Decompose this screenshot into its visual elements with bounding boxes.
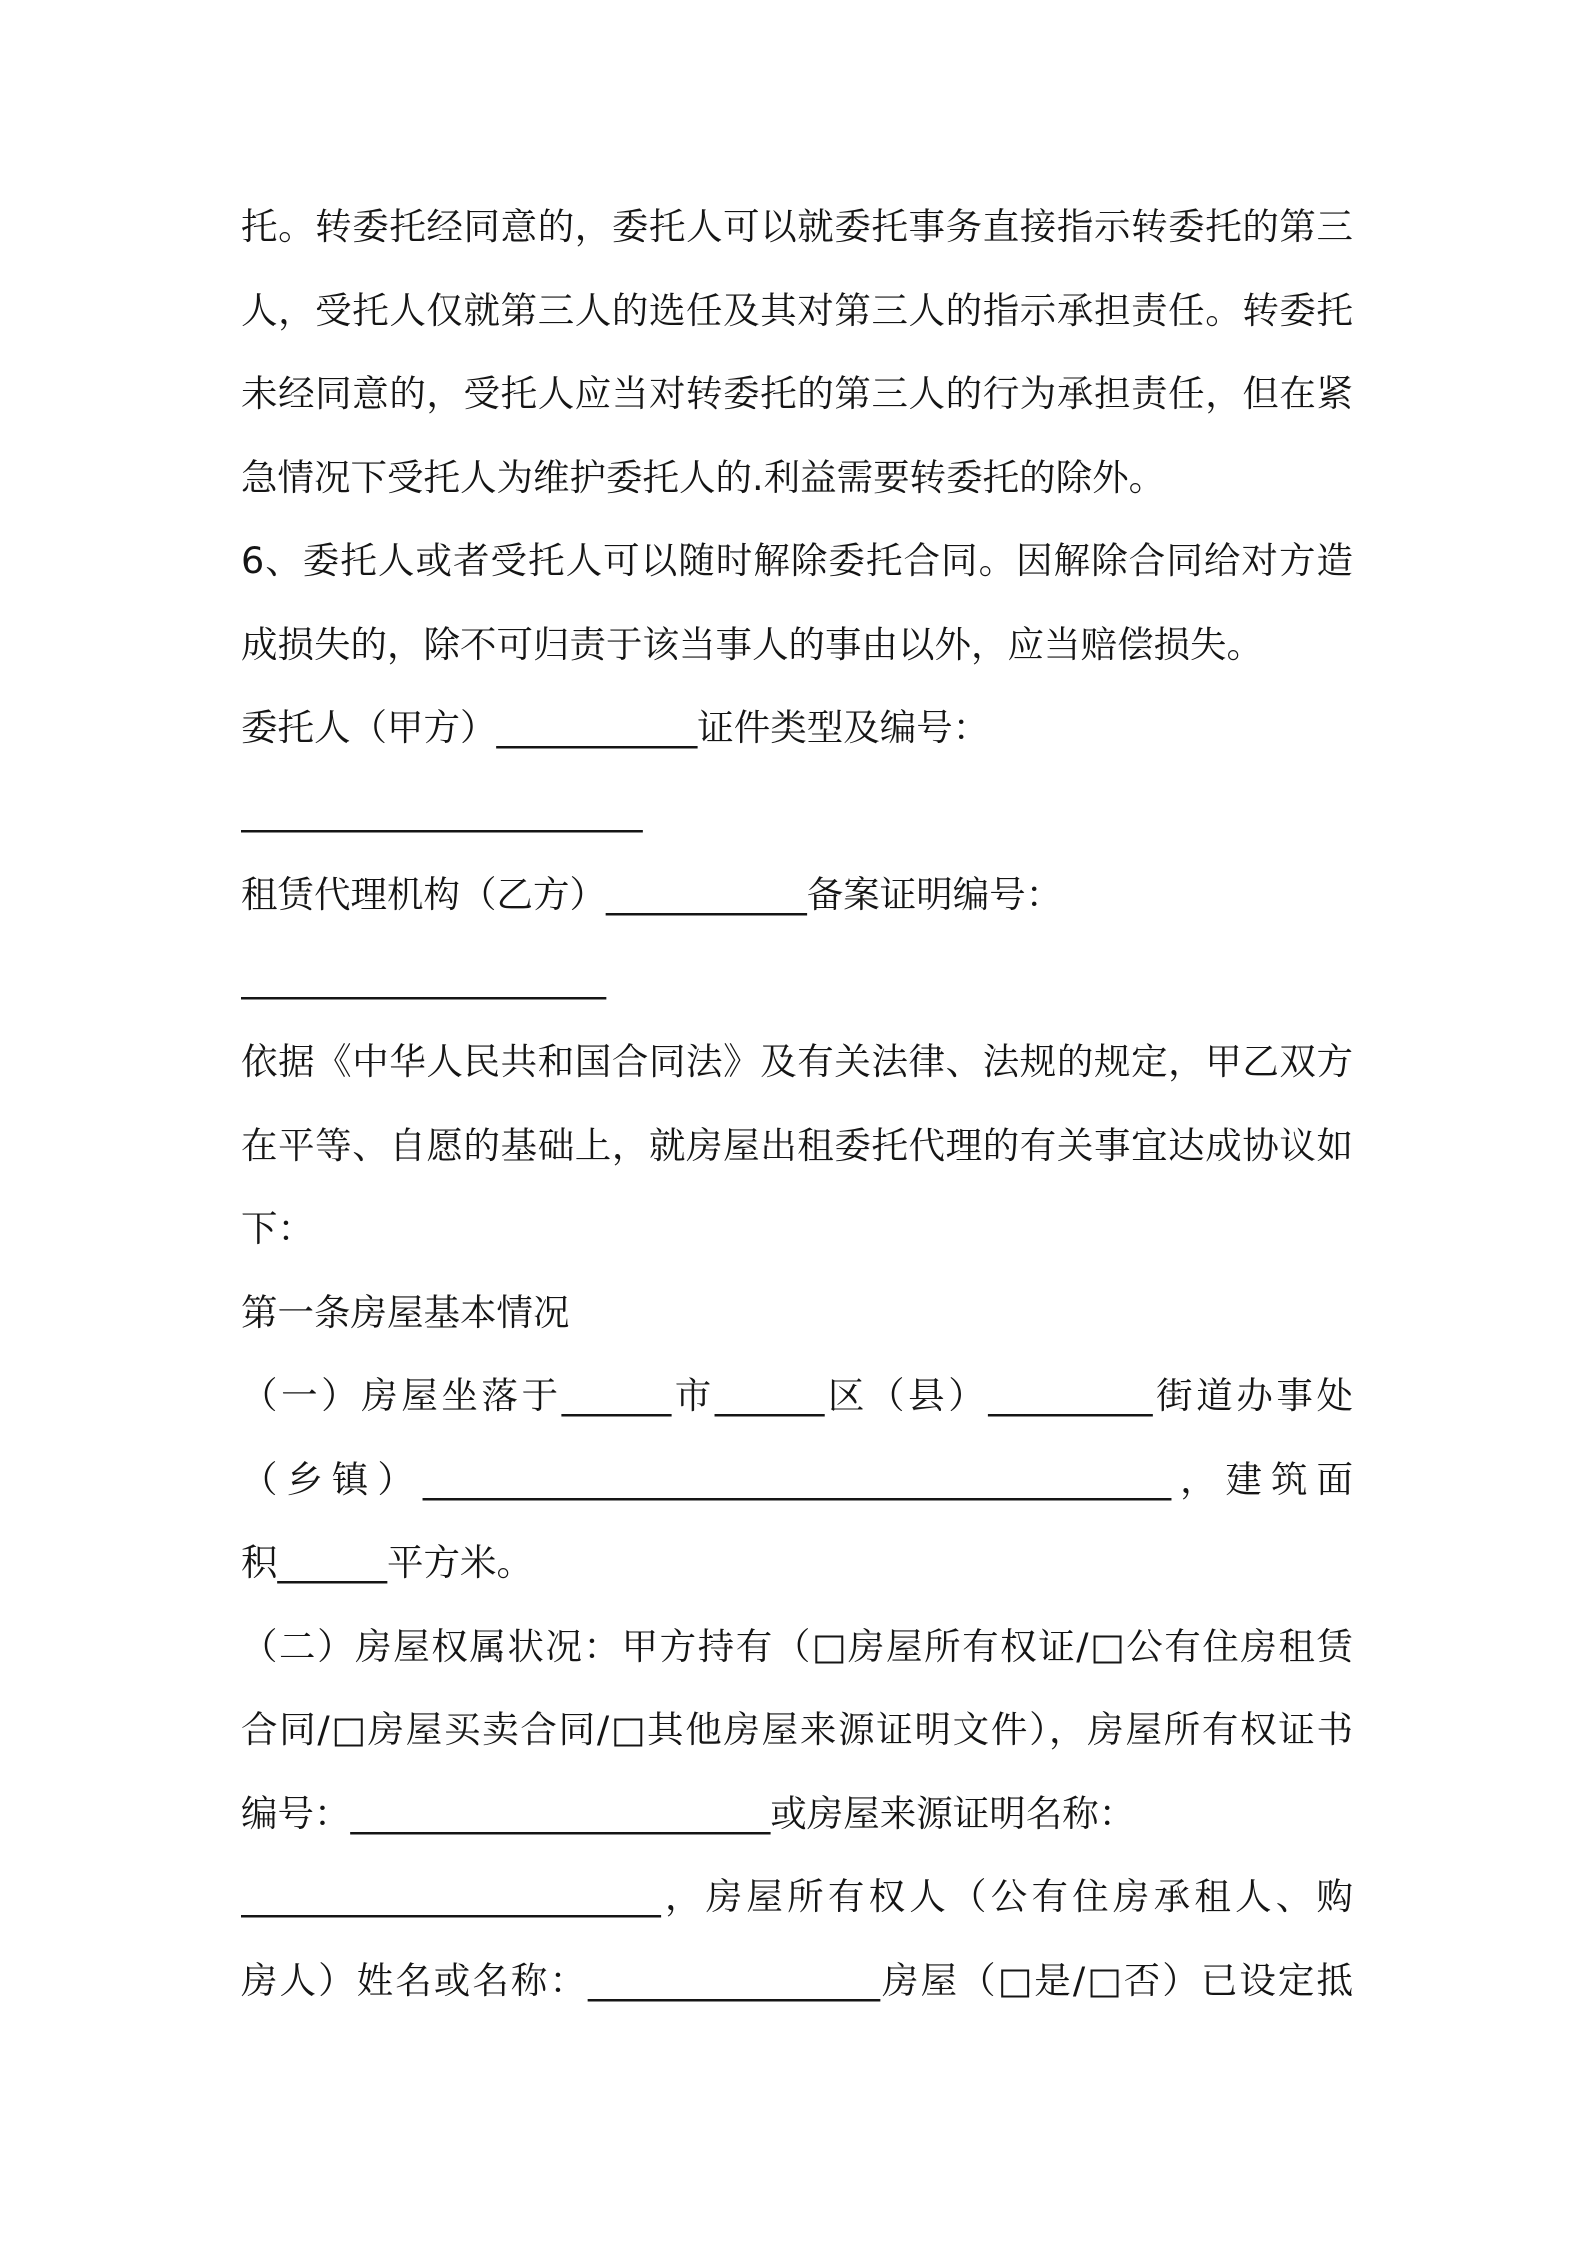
article-heading: 第一条房屋基本情况 bbox=[241, 1290, 570, 1334]
party-b-line: 租赁代理机构（乙方）___________备案证明编号： bbox=[241, 873, 1063, 916]
text-line: _______________________，房屋所有权人（公有住房承租人、购 bbox=[241, 1875, 1353, 1918]
text-line: 下： bbox=[241, 1207, 314, 1250]
party-a-line: 委托人（甲方）___________证件类型及编号： bbox=[241, 706, 990, 749]
party-b-id-blank: ____________________ bbox=[241, 956, 606, 1000]
text-line: 房人）姓名或名称：________________房屋（□是/□否）已设定抵 bbox=[241, 1958, 1353, 2002]
text-line: 在平等、自愿的基础上，就房屋出租委托代理的有关事宜达成协议如 bbox=[241, 1123, 1353, 1167]
text-line: 人，受托人仅就第三人的选任及其对第三人的指示承担责任。转委托 bbox=[241, 288, 1353, 332]
text-line: 积______平方米。 bbox=[241, 1541, 533, 1584]
clause-6 bbox=[241, 519, 1353, 686]
article-1-item-1 bbox=[241, 1354, 1353, 1605]
party-b-section bbox=[241, 853, 1353, 1020]
text-line: 未经同意的，受托人应当对转委托的第三人的行为承担责任，但在紧 bbox=[241, 372, 1353, 415]
text-line: 6、委托人或者受托人可以随时解除委托合同。因解除合同给对方造 bbox=[241, 539, 1353, 582]
text-line: （二）房屋权属状况：甲方持有（□房屋所有权证/□公有住房租赁 bbox=[241, 1624, 1353, 1668]
text-line: 成损失的，除不可归责于该当事人的事由以外，应当赔偿损失。 bbox=[241, 622, 1263, 666]
text-line: 依据《中华人民共和国合同法》及有关法律、法规的规定，甲乙双方 bbox=[241, 1040, 1353, 1083]
article-1 bbox=[241, 1271, 1353, 2023]
text-line: 急情况下受托人为维护委托人的.利益需要转委托的除外。 bbox=[241, 455, 1166, 499]
text-line: 编号：_______________________或房屋来源证明名称： bbox=[241, 1791, 1136, 1835]
text-line: （乡镇）_________________________________________，建筑面 bbox=[241, 1457, 1353, 1501]
article-1-item-2 bbox=[241, 1605, 1353, 2023]
party-a-section bbox=[241, 686, 1353, 853]
preamble bbox=[241, 1020, 1353, 1271]
text-line: 合同/□房屋买卖合同/□其他房屋来源证明文件），房屋所有权证书 bbox=[241, 1708, 1353, 1751]
clause-5-continuation bbox=[241, 185, 1353, 519]
text-line: 托。转委托经同意的，委托人可以就委托事务直接指示转委托的第三 bbox=[241, 205, 1353, 248]
document-body bbox=[241, 185, 1353, 2022]
party-a-id-blank: ______________________ bbox=[241, 789, 643, 833]
text-line: （一）房屋坐落于______市______区（县）_________街道办事处 bbox=[241, 1374, 1353, 1417]
